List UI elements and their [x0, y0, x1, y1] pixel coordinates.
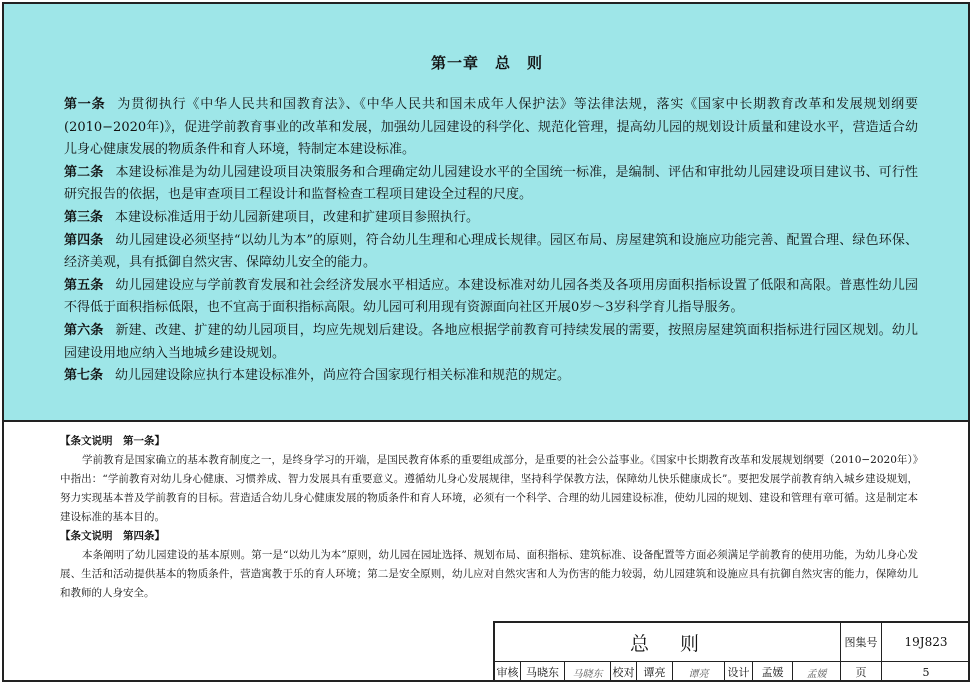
- design-signature: 孟媛: [793, 662, 841, 682]
- note-body: 本条阐明了幼儿园建设的基本原则。第一是“以幼儿为本”原则，幼儿园在园址选择、规划布局、面积指标、建筑标准、设备配置等方面必须满足学前教育的使用功能，为幼儿身心发展、生活和活动提供基本的物质条件，营造寓教于乐的育人环境；第二是安全原则，幼儿应对自然灾害和人为伤害的能力较弱，幼儿园建筑和设施应具有抗御自然灾害的能力，保障幼儿和教师的人身安全。: [60, 549, 918, 599]
- article-text: 新建、改建、扩建的幼儿园项目，均应先规划后建设。各地应根据学前教育可持续发展的需要，按照房屋建筑面积指标进行园区规划。幼儿园建设用地应纳入当地城乡建设规划。: [64, 322, 918, 361]
- design-name: 孟媛: [753, 662, 793, 682]
- article-number: 第四条: [64, 232, 104, 248]
- article-number: 第三条: [64, 209, 104, 225]
- page-number: 5: [922, 665, 930, 679]
- article-number: 第六条: [64, 322, 104, 338]
- article-number: 第七条: [64, 368, 104, 384]
- chapter-title: 第一章 总 则: [430, 54, 543, 72]
- article-text: 为贯彻执行《中华人民共和国教育法》、《中华人民共和国未成年人保护法》等法律法规，落实《国家中长期教育改革和发展规划纲要(2010−2020年)》，促进学前教育事业的改革和发展，加强幼儿园建设的科学化、规范化管理，提高幼儿园的规划设计质量和建设水平，营造适合幼儿身心健康发展的物质条件和育人环境，特制定本建设标准。: [64, 97, 918, 158]
- review-signature: 马晓东: [565, 662, 611, 682]
- article-text: 本建设标准适用于幼儿园新建项目，改建和扩建项目参照执行。: [115, 209, 480, 225]
- article-number: 第一条: [64, 97, 106, 112]
- design-label: 设计: [725, 662, 753, 682]
- article-text: 幼儿园建设必须坚持“以幼儿为本”的原则，符合幼儿生理和心理成长规律。园区布局、房屋建筑和设施应功能完善、配置合理、绿色环保、经济美观，具有抵御自然灾害、保障幼儿安全的能力。: [64, 232, 918, 271]
- review-name: 马晓东: [521, 662, 565, 682]
- article-text: 本建设标准是为幼儿园建设项目决策服务和合理确定幼儿园建设水平的全国统一标准，是编制、评估和审批幼儿园建设项目建议书、可行性研究报告的依据，也是审查项目工程设计和监督检查工程项目建设全过程的尺度。: [64, 164, 918, 203]
- check-signature: 谭亮: [673, 662, 725, 682]
- note-body: 学前教育是国家确立的基本教育制度之一，是终身学习的开端，是国民教育体系的重要组成部分，是重要的社会公益事业。《国家中长期教育改革和发展规划纲要（2010−2020年）》中指出：“学前教育对幼儿身心健康、习惯养成、智力发展具有重要意义。遵循幼儿身心发展规律，坚持科学保教方法，保障幼儿快乐健康成长”。要把发展学前教育纳入城乡建设规划，努力实现基本普及学前教育的目标。营造适合幼儿身心健康发展的物质条件和育人环境，必须有一个科学、合理的幼儿园建设标准，使幼儿园的规划、建设和管理有章可循。这是制定本建设标准的基本目的。: [60, 454, 918, 523]
- note-heading: 【条文说明 第一条】: [60, 435, 165, 447]
- note-heading: 【条文说明 第四条】: [60, 530, 165, 542]
- set-number: 19J823: [904, 635, 948, 649]
- page-label: 页: [841, 662, 882, 682]
- check-label: 校对: [611, 662, 637, 682]
- set-number-label: 图集号: [841, 623, 882, 661]
- review-label: 审核: [495, 662, 521, 682]
- article-number: 第五条: [64, 277, 104, 293]
- article-text: 幼儿园建设应与学前教育发展和社会经济发展水平相适应。本建设标准对幼儿园各类及各项用房面积指标设置了低限和高限。普惠性幼儿园不得低于面积指标低限，也不宜高于面积指标高限。幼儿园可利用现有资源面向社区开展0岁～3岁科学育儿指导服务。: [64, 277, 918, 316]
- check-name: 谭亮: [637, 662, 673, 682]
- drawing-title: 总 则: [495, 623, 841, 661]
- page-border: [2, 2, 970, 682]
- article-number: 第二条: [64, 164, 104, 180]
- article-text: 幼儿园建设除应执行本建设标准外，尚应符合国家现行相关标准和规范的规定。: [115, 368, 571, 384]
